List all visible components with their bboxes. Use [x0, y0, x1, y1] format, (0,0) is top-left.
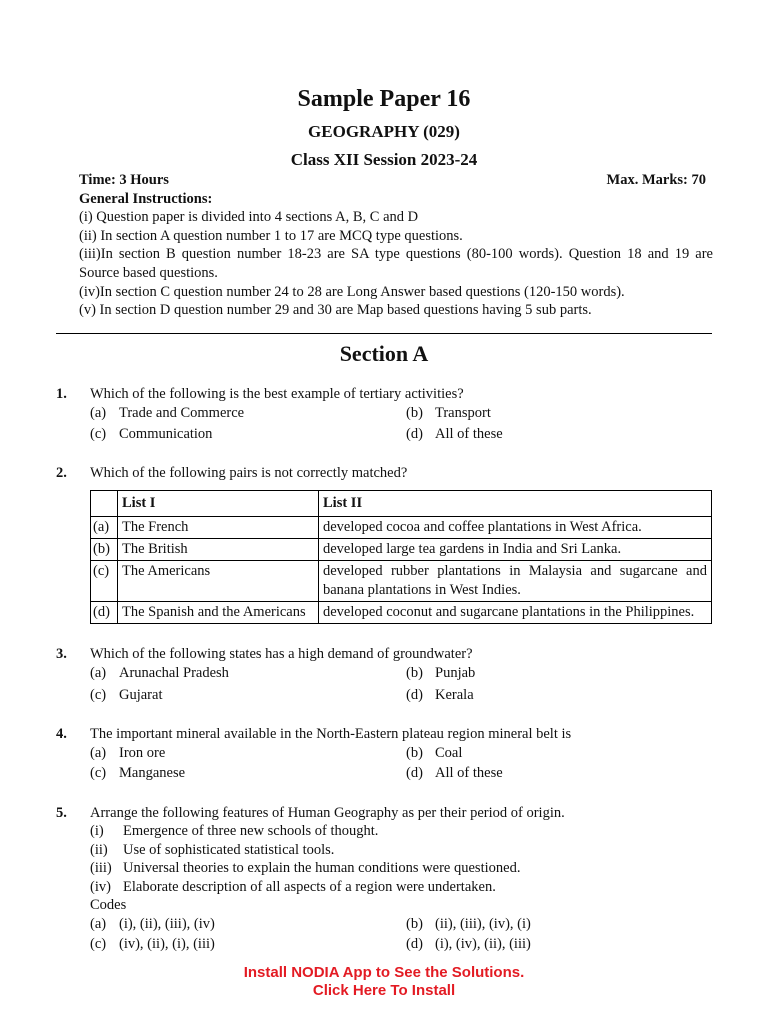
option-c — [90, 936, 215, 953]
option-b — [406, 916, 531, 933]
question-text: Arrange the following features of Human Geography as per their period of origin. — [90, 805, 565, 821]
statement-text: Universal theories to explain the human conditions were questioned. — [123, 860, 521, 876]
option-label: (d) — [406, 936, 423, 952]
option-text: Iron ore — [119, 745, 166, 761]
question-text: Which of the following states has a high demand of groundwater? — [90, 646, 473, 662]
instructions-heading: General Instructions: — [79, 191, 213, 207]
option-a — [90, 665, 229, 682]
option-d — [406, 765, 503, 782]
option-d — [406, 426, 503, 443]
statement-text: Emergence of three new schools of thought. — [123, 823, 379, 839]
option-b — [406, 405, 491, 422]
subject-title: GEOGRAPHY (029) — [308, 122, 460, 141]
matching-table — [90, 490, 712, 624]
option-c — [90, 687, 162, 704]
statement-label: (ii) — [90, 842, 108, 858]
option-label: (a) — [90, 665, 107, 681]
paper-title: Sample Paper 16 — [297, 86, 471, 112]
option-a — [90, 745, 165, 762]
max-marks-label: Max. Marks: 70 — [606, 172, 706, 188]
question-text: Which of the following is the best example of tertiary activities? — [90, 386, 464, 402]
option-label: (a) — [90, 745, 107, 761]
option-text: Kerala — [435, 687, 474, 703]
table-row — [91, 561, 712, 602]
option-text: Trade and Commerce — [119, 405, 245, 421]
option-label: (a) — [90, 916, 107, 932]
option-label: (b) — [406, 405, 423, 421]
option-label: (c) — [90, 687, 107, 703]
option-label: (d) — [406, 765, 423, 781]
table-header-list-2: List II — [319, 491, 712, 517]
question-text: The important mineral available in the North-Eastern plateau region mineral belt is — [90, 726, 572, 742]
list-2-cell: developed coconut and sugarcane plantations in the Philippines. — [319, 602, 712, 624]
option-text: (i), (ii), (iii), (iv) — [119, 916, 215, 932]
section-divider — [56, 333, 712, 334]
table-header-list-1: List I — [118, 491, 319, 517]
statement-item — [90, 842, 334, 859]
option-label: (c) — [90, 765, 107, 781]
time-label: Time: 3 Hours — [79, 172, 169, 188]
list-2-cell: developed cocoa and coffee plantations in West Africa. — [319, 517, 712, 539]
option-b — [406, 745, 462, 762]
option-text: Coal — [435, 745, 463, 761]
option-text: (iv), (ii), (i), (iii) — [119, 936, 215, 952]
table-row — [91, 539, 712, 561]
option-d — [406, 936, 531, 953]
option-label: (c) — [90, 426, 107, 442]
statement-text: Use of sophisticated statistical tools. — [123, 842, 335, 858]
question-number: 1. — [56, 386, 67, 402]
list-2-cell: developed rubber plantations in Malaysia and sugarcane and banana plantations in West Indies. — [319, 561, 712, 602]
option-a — [90, 405, 244, 422]
option-d — [406, 687, 474, 704]
option-text: Gujarat — [119, 687, 163, 703]
statement-label: (iv) — [90, 879, 111, 895]
option-label: (a) — [90, 405, 107, 421]
list-1-cell: The French — [118, 517, 319, 539]
statement-label: (iii) — [90, 860, 112, 876]
option-label: (b) — [406, 745, 423, 761]
option-text: Communication — [119, 426, 213, 442]
statement-item — [90, 860, 520, 877]
option-c — [90, 426, 212, 443]
question-number: 3. — [56, 646, 67, 662]
option-label: (b) — [406, 916, 423, 932]
table-cell — [91, 491, 118, 517]
row-label: (c) — [91, 561, 118, 602]
option-label: (d) — [406, 426, 423, 442]
option-text: Manganese — [119, 765, 186, 781]
click-to-install-link[interactable]: Click Here To Install — [312, 982, 456, 999]
option-text: (i), (iv), (ii), (iii) — [435, 936, 531, 952]
option-a — [90, 916, 215, 933]
statement-item — [90, 879, 496, 896]
option-text: All of these — [435, 426, 503, 442]
row-label: (b) — [91, 539, 118, 561]
list-1-cell: The Americans — [118, 561, 319, 602]
option-label: (d) — [406, 687, 423, 703]
option-c — [90, 765, 185, 782]
row-label: (a) — [91, 517, 118, 539]
table-row — [91, 517, 712, 539]
question-number: 4. — [56, 726, 67, 742]
question-text: Which of the following pairs is not correctly matched? — [90, 465, 408, 481]
statement-label: (i) — [90, 823, 104, 839]
question-number: 2. — [56, 465, 67, 481]
statement-text: Elaborate description of all aspects of a region were undertaken. — [123, 879, 496, 895]
table-header-row — [91, 491, 712, 517]
option-text: All of these — [435, 765, 503, 781]
option-text: Punjab — [435, 665, 476, 681]
install-app-link[interactable]: Install NODIA App to See the Solutions. — [243, 964, 525, 981]
statement-item — [90, 823, 378, 840]
list-1-cell: The British — [118, 539, 319, 561]
list-1-cell: The Spanish and the Americans — [118, 602, 319, 624]
option-label: (c) — [90, 936, 107, 952]
list-2-cell: developed large tea gardens in India and Sri Lanka. — [319, 539, 712, 561]
option-b — [406, 665, 475, 682]
question-number: 5. — [56, 805, 67, 821]
option-text: (ii), (iii), (iv), (i) — [435, 916, 531, 932]
instruction-item: (ii) In section A question number 1 to 17 are MCQ type questions. — [79, 228, 463, 244]
option-text: Transport — [435, 405, 491, 421]
codes-label: Codes — [90, 897, 127, 913]
instruction-item: (i) Question paper is divided into 4 sections A, B, C and D — [79, 209, 419, 225]
section-title: Section A — [339, 341, 429, 366]
instruction-item: (v) In section D question number 29 and 30 are Map based questions having 5 sub parts. — [79, 302, 592, 318]
row-label: (d) — [91, 602, 118, 624]
option-text: Arunachal Pradesh — [119, 665, 229, 681]
instruction-item: (iii)In section B question number 18-23 are SA type questions (80-100 words). Question 18 and 19 are Source based questions. — [79, 246, 713, 281]
option-label: (b) — [406, 665, 423, 681]
session-title: Class XII Session 2023-24 — [290, 150, 478, 169]
table-row — [91, 602, 712, 624]
instruction-item: (iv)In section C question number 24 to 28 are Long Answer based questions (120-150 words). — [79, 284, 625, 300]
